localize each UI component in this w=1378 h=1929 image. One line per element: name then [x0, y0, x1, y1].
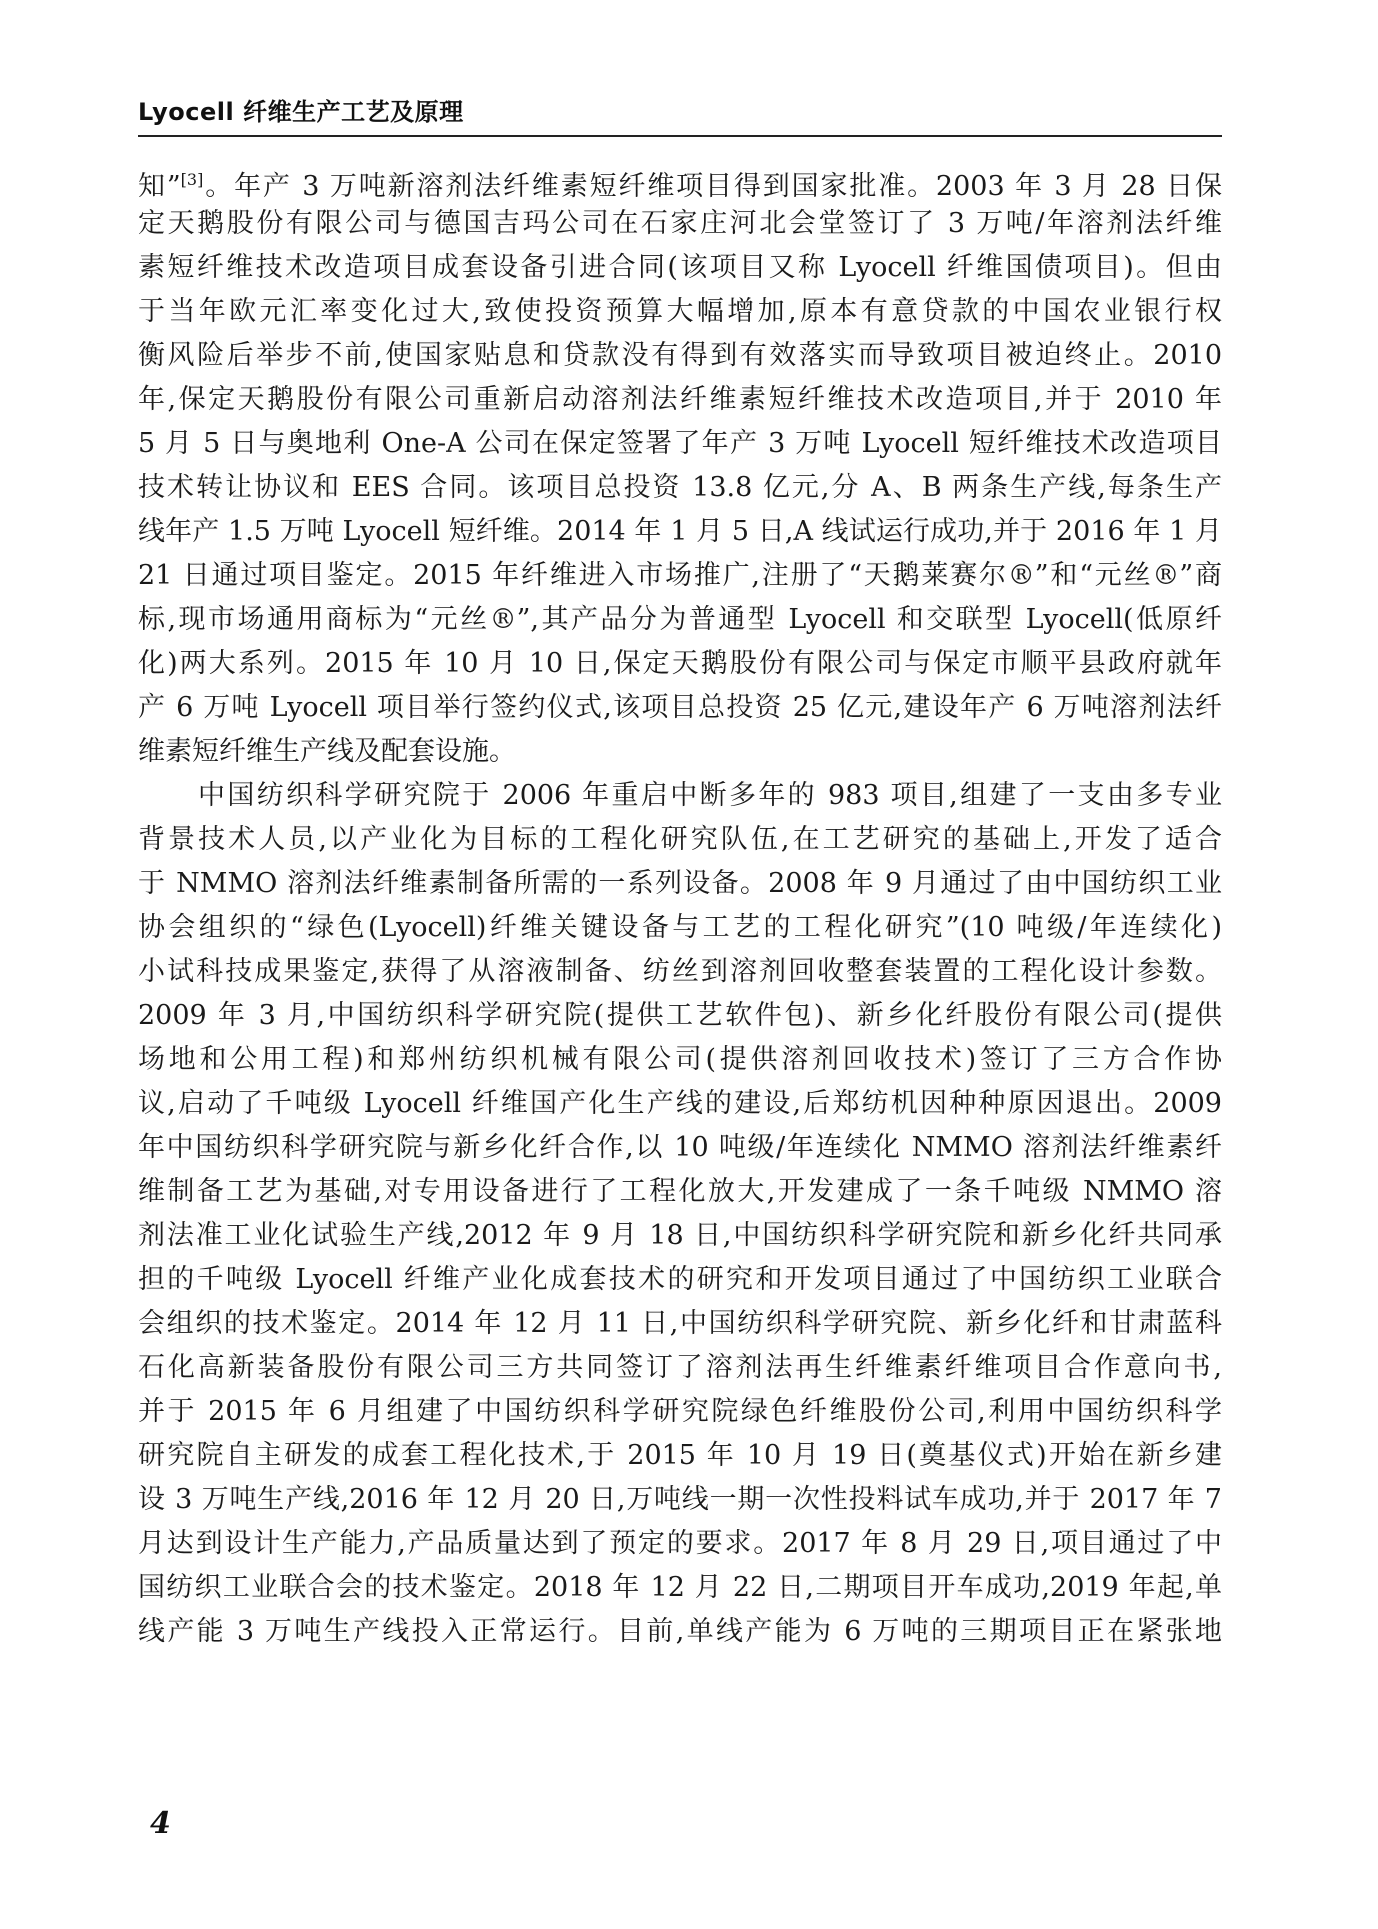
text-line: 产 6 万吨 Lyocell 项目举行签约仪式,该项目总投资 25 亿元,建设年产 6 万吨溶剂法纤 — [138, 692, 1222, 723]
text-line: 线年产 1.5 万吨 Lyocell 短纤维。2014 年 1 月 5 日,A 线试运行成功,并于 2016 年 1 月 — [138, 516, 1222, 547]
text-line: 协会组织的“绿色(Lyocell)纤维关键设备与工艺的工程化研究”(10 吨级/年连续化) — [138, 912, 1222, 943]
text-line: 维素短纤维生产线及配套设施。 — [138, 736, 516, 767]
text-line: 化)两大系列。2015 年 10 月 10 日,保定天鹅股份有限公司与保定市顺平县政府就年 — [138, 648, 1222, 679]
page-number: 4 — [150, 1806, 171, 1841]
text-line: 2009 年 3 月,中国纺织科学研究院(提供工艺软件包)、新乡化纤股份有限公司(提供 — [138, 1000, 1222, 1031]
text-line: 背景技术人员,以产业化为目标的工程化研究队伍,在工艺研究的基础上,开发了适合 — [138, 824, 1222, 855]
text-line: 维制备工艺为基础,对专用设备进行了工程化放大,开发建成了一条千吨级 NMMO 溶 — [138, 1176, 1222, 1207]
text-line: 定天鹅股份有限公司与德国吉玛公司在石家庄河北会堂签订了 3 万吨/年溶剂法纤维 — [138, 208, 1222, 239]
header-rule — [138, 135, 1222, 137]
text-line: 于当年欧元汇率变化过大,致使投资预算大幅增加,原本有意贷款的中国农业银行权 — [138, 296, 1222, 327]
text-line: 小试科技成果鉴定,获得了从溶液制备、纺丝到溶剂回收整套装置的工程化设计参数。 — [138, 956, 1222, 987]
text-line: 中国纺织科学研究院于 2006 年重启中断多年的 983 项目,组建了一支由多专业 — [198, 780, 1222, 811]
text-line: 素短纤维技术改造项目成套设备引进合同(该项目又称 Lyocell 纤维国债项目)。但由 — [138, 252, 1222, 283]
running-header: Lyocell 纤维生产工艺及原理 — [138, 98, 464, 126]
text-line: 国纺织工业联合会的技术鉴定。2018 年 12 月 22 日,二期项目开车成功,2019 年起,单 — [138, 1572, 1222, 1603]
text-line: 技术转让协议和 EES 合同。该项目总投资 13.8 亿元,分 A、B 两条生产线,每条生产 — [138, 472, 1222, 503]
text-line: 议,启动了千吨级 Lyocell 纤维国产化生产线的建设,后郑纺机因种种原因退出。2009 — [138, 1088, 1222, 1119]
text-line: 年中国纺织科学研究院与新乡化纤合作,以 10 吨级/年连续化 NMMO 溶剂法纤维素纤 — [138, 1132, 1222, 1163]
text-line: 衡风险后举步不前,使国家贴息和贷款没有得到有效落实而导致项目被迫终止。2010 — [138, 340, 1222, 371]
text-line: 担的千吨级 Lyocell 纤维产业化成套技术的研究和开发项目通过了中国纺织工业联合 — [138, 1264, 1222, 1295]
text-line: 会组织的技术鉴定。2014 年 12 月 11 日,中国纺织科学研究院、新乡化纤和甘肃蓝科 — [138, 1308, 1222, 1339]
text-line: 线产能 3 万吨生产线投入正常运行。目前,单线产能为 6 万吨的三期项目正在紧张地 — [138, 1616, 1222, 1647]
text-line: 设 3 万吨生产线,2016 年 12 月 20 日,万吨线一期一次性投料试车成功,并于 2017 年 7 — [138, 1484, 1222, 1515]
text-line: 研究院自主研发的成套工程化技术,于 2015 年 10 月 19 日(奠基仪式)开始在新乡建 — [138, 1440, 1222, 1471]
text-line: 石化高新装备股份有限公司三方共同签订了溶剂法再生纤维素纤维项目合作意向书, — [138, 1352, 1222, 1383]
text-line: 月达到设计生产能力,产品质量达到了预定的要求。2017 年 8 月 29 日,项目通过了中 — [138, 1528, 1222, 1559]
text-line: 剂法准工业化试验生产线,2012 年 9 月 18 日,中国纺织科学研究院和新乡化纤共同承 — [138, 1220, 1222, 1251]
citation-ref: [3] — [180, 170, 204, 189]
text-line: 年,保定天鹅股份有限公司重新启动溶剂法纤维素短纤维技术改造项目,并于 2010 年 — [138, 384, 1222, 415]
text-line: 知”[3]。年产 3 万吨新溶剂法纤维素短纤维项目得到国家批准。2003 年 3 月 28 日保 — [138, 170, 1222, 202]
text-line: 标,现市场通用商标为“元丝®”,其产品分为普通型 Lyocell 和交联型 Lyocell(低原纤 — [138, 604, 1222, 635]
text-line: 并于 2015 年 6 月组建了中国纺织科学研究院绿色纤维股份公司,利用中国纺织科学 — [138, 1396, 1222, 1427]
text-line: 5 月 5 日与奥地利 One-A 公司在保定签署了年产 3 万吨 Lyocell 短纤维技术改造项目 — [138, 428, 1222, 459]
text-line: 21 日通过项目鉴定。2015 年纤维进入市场推广,注册了“天鹅莱赛尔®”和“元丝®”商 — [138, 560, 1222, 591]
text-line: 于 NMMO 溶剂法纤维素制备所需的一系列设备。2008 年 9 月通过了由中国纺织工业 — [138, 868, 1222, 899]
text-line: 场地和公用工程)和郑州纺织机械有限公司(提供溶剂回收技术)签订了三方合作协 — [138, 1044, 1222, 1075]
